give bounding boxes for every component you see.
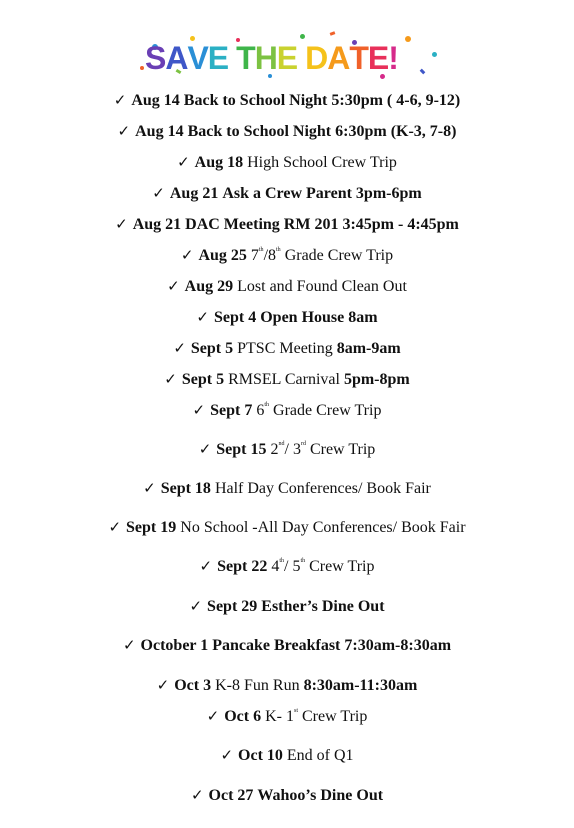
checkmark-icon: ✓ [192,401,206,419]
event-date: Sept 5 [181,371,225,388]
event-date: Sept 5 [190,340,234,357]
event-description: Half Day Conferences/ Book Fair [214,480,431,497]
event-item [0,675,574,696]
ordinal-suffix: th [258,247,264,253]
event-grade: 7 [250,247,259,264]
banner-letter: V [187,40,208,76]
event-description: Crew Trip [298,708,368,725]
confetti-dot [405,36,411,42]
event-date: Sept 22 [217,558,268,575]
event-time: 8:30am-11:30am [303,677,418,694]
checkmark-icon: ✓ [177,153,190,171]
checkmark-icon: ✓ [122,636,136,654]
checkmark-icon: ✓ [117,122,131,140]
ordinal-suffix: th [300,558,306,564]
event-item [0,478,574,499]
event-item [0,276,574,297]
banner-letter: A [327,40,350,76]
event-item [0,245,574,266]
event-date: Oct 3 [174,677,212,694]
event-description: PTSC Meeting [237,340,333,357]
event-item [0,596,574,617]
event-date: Aug 25 [198,247,247,264]
event-description: Wahoo’s Dine Out [257,787,384,804]
event-date: Aug 14 [131,92,180,109]
event-item [0,121,574,142]
checkmark-icon: ✓ [113,91,127,109]
event-date: Sept 18 [160,480,211,497]
checkmark-icon: ✓ [115,215,128,233]
checkmark-icon: ✓ [190,786,204,804]
checkmark-icon: ✓ [108,518,122,536]
event-item [0,635,574,656]
checkmark-icon: ✓ [167,277,180,295]
checkmark-icon: ✓ [173,339,186,357]
event-description: High School Crew Trip [247,154,397,171]
checkmark-icon: ✓ [198,440,212,458]
checkmark-icon: ✓ [143,479,156,497]
event-grade: 2 [270,441,279,458]
event-description: Lost and Found Clean Out [237,278,407,295]
confetti-dot [140,66,144,70]
event-item [0,338,574,359]
event-item [0,90,574,111]
event-grade: K- 1 [265,708,294,725]
event-item [0,307,574,328]
banner-letter: H [254,40,277,76]
event-description: K-8 Fun Run [215,677,300,694]
event-date: Sept 4 [214,309,257,326]
event-date: Sept 29 [207,598,258,615]
banner-letter: ! [388,40,398,76]
event-item [0,706,574,727]
event-description: No School -All Day Conferences/ Book Fair [180,519,466,536]
event-date: Sept 7 [210,402,253,419]
event-date: Oct 6 [224,708,262,725]
event-item [0,745,574,766]
save-the-date-banner [145,40,398,77]
event-grade: / 5 [284,558,301,575]
event-item [0,439,574,460]
event-grade: /8 [263,247,277,264]
event-item [0,183,574,204]
event-description: Esther’s Dine Out [261,598,385,615]
event-date: Aug 14 [135,123,184,140]
event-date: October 1 [140,637,209,654]
banner-letter: E [276,40,298,76]
event-date: Aug 18 [194,154,244,171]
event-item [0,152,574,173]
event-date: Sept 15 [216,441,267,458]
ordinal-suffix: rd [300,441,306,447]
ordinal-suffix: st [293,708,298,714]
confetti-dot [300,34,305,39]
event-date: Aug 21 [169,185,219,202]
banner-letter: A [165,40,188,76]
event-description: Grade Crew Trip [280,247,394,264]
checkmark-icon: ✓ [156,676,170,694]
event-description: Open House 8am [260,309,378,326]
ordinal-suffix: nd [278,441,285,447]
event-item [0,214,574,235]
ordinal-suffix: th [264,402,270,408]
event-description: RMSEL Carnival [228,371,340,388]
checkmark-icon: ✓ [152,184,165,202]
event-date: Aug 21 [132,216,182,233]
confetti-piece [420,69,426,75]
checkmark-icon: ✓ [196,308,209,326]
ordinal-suffix: th [279,558,284,564]
event-description: Back to School Night 6:30pm (K-3, 7-8) [187,123,457,140]
ordinal-suffix: th [276,247,281,253]
event-date: Sept 19 [126,519,177,536]
banner-letter: E [367,40,389,76]
confetti-piece [330,31,336,36]
event-description: Crew Trip [305,558,375,575]
event-description: Crew Trip [305,441,376,458]
checkmark-icon: ✓ [206,707,220,725]
banner-letter: T [349,40,368,76]
event-time: 8am-9am [336,340,401,357]
event-item [0,517,574,538]
event-description: DAC Meeting RM 201 3:45pm - 4:45pm [185,216,459,233]
checkmark-icon: ✓ [189,597,203,615]
event-date: Oct 27 [208,787,254,804]
checkmark-icon: ✓ [199,557,213,575]
banner-letter: E [207,40,229,76]
event-grade: 4 [271,558,280,575]
event-date: Aug 29 [184,278,234,295]
event-grade: 6 [256,402,265,419]
event-date: Oct 10 [238,747,283,764]
banner-letter: T [236,40,255,76]
event-description: Pancake Breakfast 7:30am-8:30am [212,637,452,654]
event-description: Grade Crew Trip [269,402,382,419]
checkmark-icon: ✓ [220,746,234,764]
event-description: End of Q1 [286,747,354,764]
checkmark-icon: ✓ [164,370,177,388]
event-item [0,369,574,390]
event-time: 5pm-8pm [343,371,410,388]
event-item [0,785,574,806]
checkmark-icon: ✓ [180,246,194,264]
event-description: Back to School Night 5:30pm ( 4-6, 9-12) [183,92,461,109]
event-item [0,400,574,421]
banner-letter: D [305,40,328,76]
event-grade: / 3 [284,441,301,458]
event-description: Ask a Crew Parent 3pm-6pm [222,185,422,202]
confetti-dot [432,52,437,57]
event-item [0,556,574,577]
banner-letter: S [145,40,166,76]
